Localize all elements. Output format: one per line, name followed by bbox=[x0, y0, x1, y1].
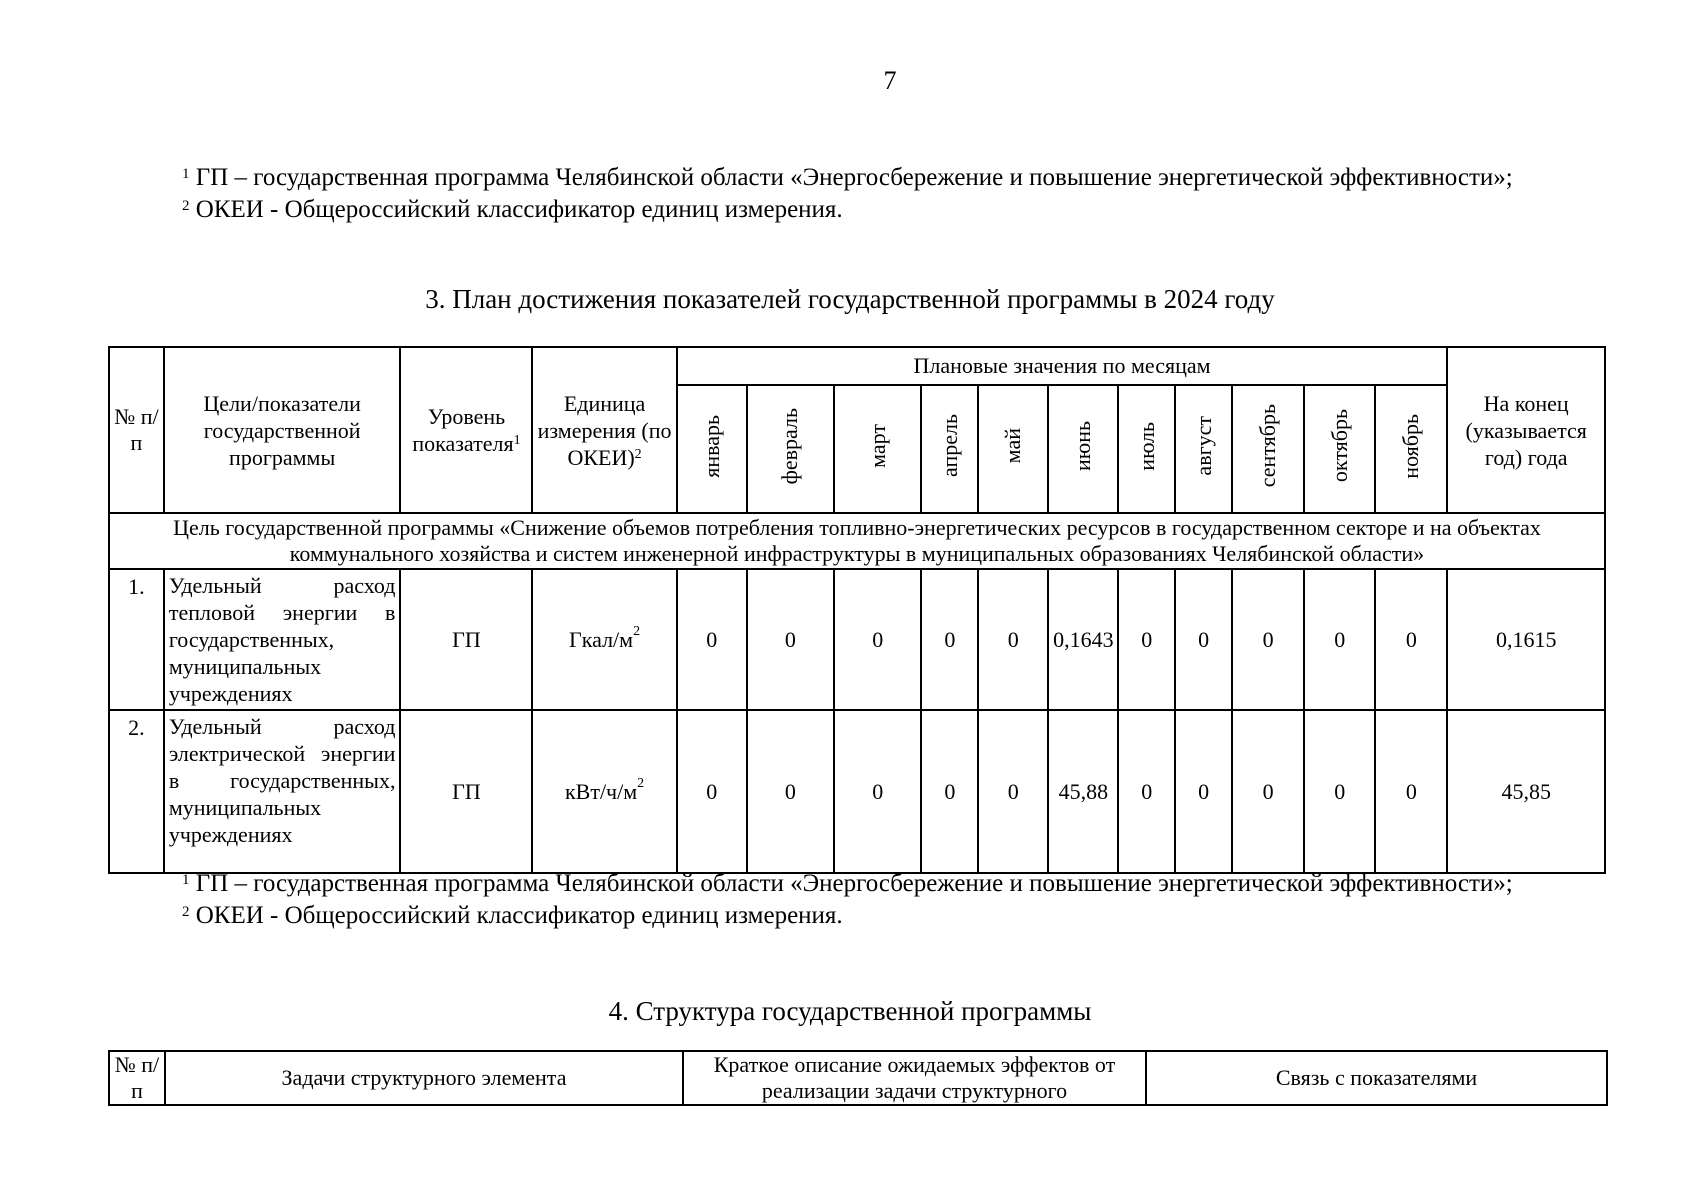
month-jul: июль bbox=[1118, 385, 1175, 513]
indicator-unit-sup: 2 bbox=[633, 623, 641, 639]
indicator-unit-text: Гкал/м bbox=[569, 626, 634, 652]
value-apr: 0 bbox=[921, 710, 978, 873]
header-unit-text: Единица измерения (по ОКЕИ) bbox=[537, 390, 672, 470]
footnote-2-mark: 2 bbox=[182, 198, 190, 214]
indicator-name: Удельный расход тепловой энергии в государственных, муниципальных учреждениях bbox=[164, 569, 401, 710]
value-jun: 45,88 bbox=[1048, 710, 1118, 873]
value-jul: 0 bbox=[1118, 569, 1175, 710]
structure-header-link: Связь с показателями bbox=[1146, 1051, 1607, 1105]
month-apr: апрель bbox=[921, 385, 978, 513]
value-aug: 0 bbox=[1175, 569, 1232, 710]
month-sep: сентябрь bbox=[1232, 385, 1304, 513]
month-nov: ноябрь bbox=[1375, 385, 1447, 513]
footnotes-top bbox=[110, 162, 1592, 226]
value-feb: 0 bbox=[747, 569, 834, 710]
value-jul: 0 bbox=[1118, 710, 1175, 873]
footnote-1-mark: 1 bbox=[182, 872, 190, 888]
indicator-level: ГП bbox=[400, 569, 532, 710]
value-may: 0 bbox=[978, 569, 1048, 710]
indicator-level: ГП bbox=[400, 710, 532, 873]
footnote-2-mark: 2 bbox=[182, 904, 190, 920]
footnote-1 bbox=[110, 162, 1592, 194]
footnotes-bottom bbox=[110, 868, 1592, 932]
structure-header-effects: Краткое описание ожидаемых эффектов от реализации задачи структурного bbox=[683, 1051, 1146, 1105]
header-unit bbox=[532, 347, 676, 513]
month-jan: январь bbox=[677, 385, 747, 513]
month-may: май bbox=[978, 385, 1048, 513]
indicator-unit-sup: 2 bbox=[637, 775, 645, 791]
structure-table bbox=[108, 1050, 1608, 1106]
value-nov: 0 bbox=[1375, 569, 1447, 710]
goal-row: Цель государственной программы «Снижение объемов потребления топливно-энергетических ресурсов в государственном секторе и на объектах коммунального хозяйства и систем инженерной инфраструктуры в муниципальных образованиях Челябинской области» bbox=[109, 513, 1605, 569]
value-aug: 0 bbox=[1175, 710, 1232, 873]
footnote-1-mark: 1 bbox=[182, 166, 190, 182]
footnote-1-text: ГП – государственная программа Челябинской области «Энергосбережение и повышение энергетической эффективности»; bbox=[195, 870, 1513, 897]
header-unit-sup: 2 bbox=[634, 446, 642, 462]
header-goal: Цели/показатели государственной программы bbox=[164, 347, 401, 513]
header-level bbox=[400, 347, 532, 513]
indicator-unit bbox=[532, 710, 676, 873]
footnote-1-text: ГП – государственная программа Челябинской области «Энергосбережение и повышение энергетической эффективности»; bbox=[195, 164, 1513, 191]
value-end: 45,85 bbox=[1447, 710, 1605, 873]
value-sep: 0 bbox=[1232, 710, 1304, 873]
value-oct: 0 bbox=[1304, 710, 1375, 873]
value-mar: 0 bbox=[834, 569, 921, 710]
indicator-unit-text: кВт/ч/м bbox=[564, 778, 638, 804]
month-feb: февраль bbox=[747, 385, 834, 513]
section-3-title: 3. План достижения показателей государственной программы в 2024 году bbox=[425, 284, 1275, 314]
month-aug: август bbox=[1175, 385, 1232, 513]
value-feb: 0 bbox=[747, 710, 834, 873]
header-level-sup: 1 bbox=[513, 433, 521, 448]
value-jun: 0,1643 bbox=[1048, 569, 1118, 710]
row-num: 2. bbox=[109, 710, 164, 873]
plan-table bbox=[108, 346, 1606, 874]
month-mar: март bbox=[834, 385, 921, 513]
footnote-2 bbox=[110, 900, 1592, 932]
value-sep: 0 bbox=[1232, 569, 1304, 710]
page-number: 7 bbox=[883, 66, 897, 95]
footnote-2-text: ОКЕИ - Общероссийский классификатор единиц измерения. bbox=[195, 196, 843, 223]
section-4-title: 4. Структура государственной программы bbox=[608, 996, 1092, 1026]
value-apr: 0 bbox=[921, 569, 978, 710]
header-monthly-group: Плановые значения по месяцам bbox=[677, 347, 1448, 385]
header-num: № п/п bbox=[109, 347, 164, 513]
value-nov: 0 bbox=[1375, 710, 1447, 873]
value-jan: 0 bbox=[677, 710, 747, 873]
value-oct: 0 bbox=[1304, 569, 1375, 710]
structure-header-tasks: Задачи структурного элемента bbox=[165, 1051, 683, 1105]
value-end: 0,1615 bbox=[1447, 569, 1605, 710]
indicator-name: Удельный расход электрической энергии в государственных, муниципальных учреждениях bbox=[164, 710, 401, 873]
table-row bbox=[109, 569, 1605, 710]
month-oct: октябрь bbox=[1304, 385, 1375, 513]
value-jan: 0 bbox=[677, 569, 747, 710]
table-row bbox=[109, 710, 1605, 873]
header-level-text: Уровень показателя bbox=[412, 404, 514, 456]
footnote-1 bbox=[110, 868, 1592, 900]
row-num: 1. bbox=[109, 569, 164, 710]
footnote-2-text: ОКЕИ - Общероссийский классификатор единиц измерения. bbox=[195, 902, 843, 929]
footnote-2 bbox=[110, 194, 1592, 226]
month-jun: июнь bbox=[1048, 385, 1118, 513]
value-may: 0 bbox=[978, 710, 1048, 873]
value-mar: 0 bbox=[834, 710, 921, 873]
structure-header-num: № п/п bbox=[109, 1051, 165, 1105]
indicator-unit bbox=[532, 569, 676, 710]
header-end: На конец (указывается год) года bbox=[1447, 347, 1605, 513]
